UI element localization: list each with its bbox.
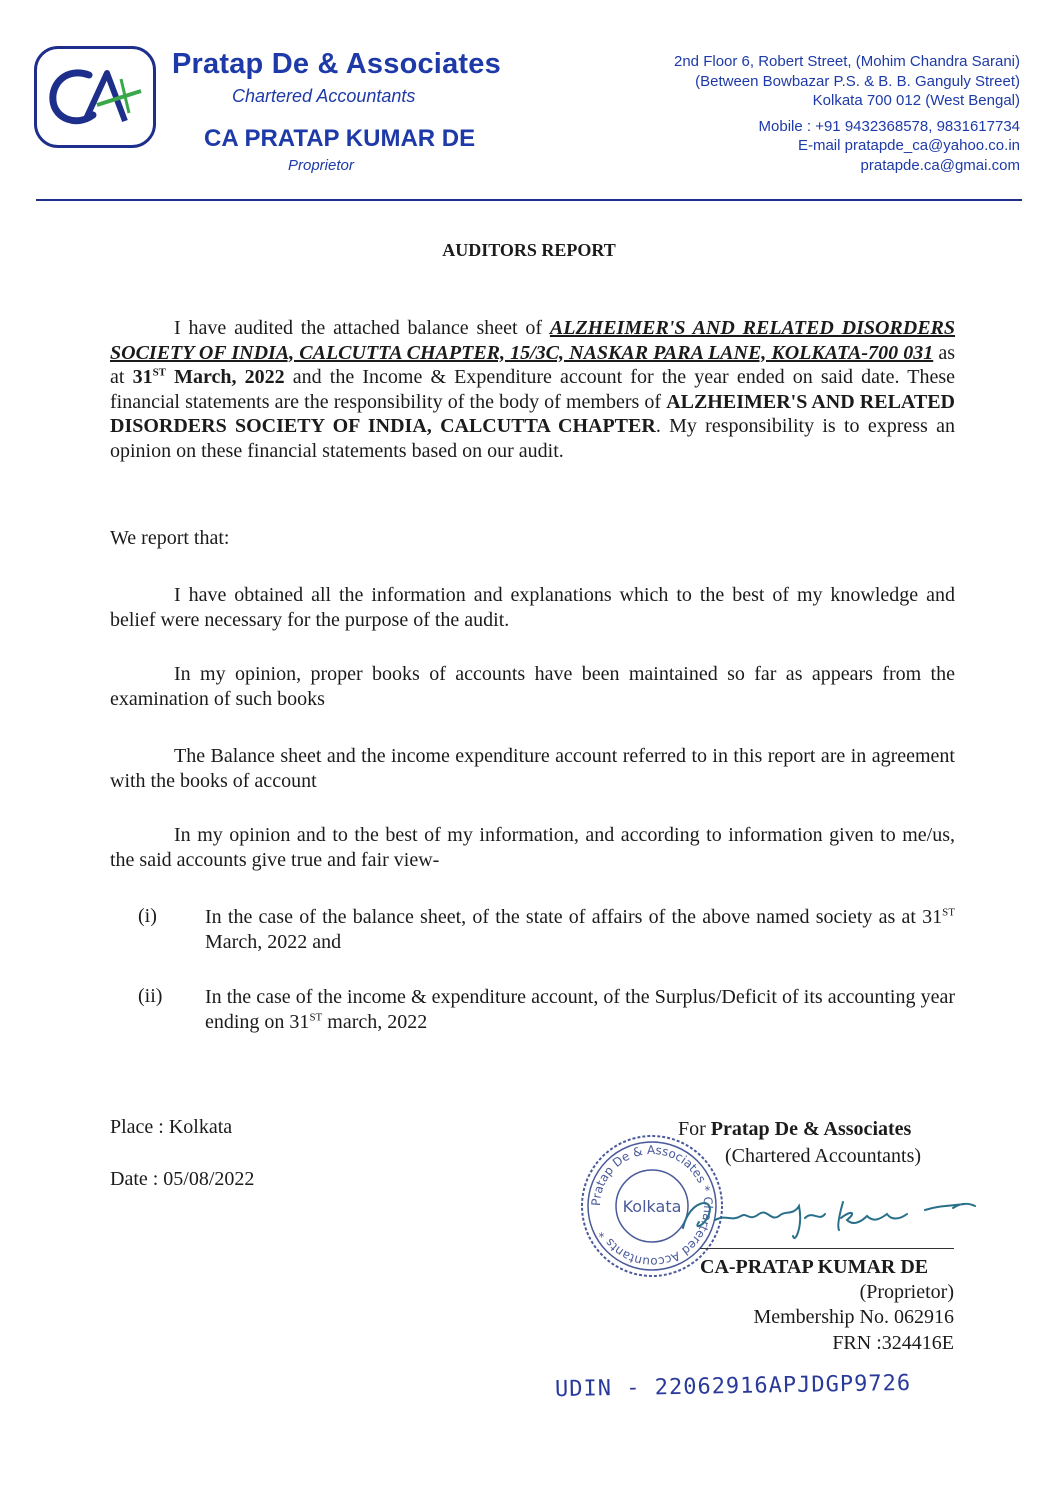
- p1-text: as at: [110, 341, 955, 388]
- firm-subtitle: Chartered Accountants: [232, 86, 416, 106]
- ca-name: CA PRATAP KUMAR DE: [204, 125, 476, 152]
- address-line: 2nd Floor 6, Robert Street, (Mohim Chandra Sarani): [674, 53, 1020, 70]
- membership-number: Membership No. 062916: [753, 1306, 954, 1328]
- society-address: ALZHEIMER'S AND RELATED DISORDERS SOCIETY OF INDIA, CALCUTTA CHAPTER, 15/3C, NASKAR PARA LANE, KOLKATA-700 031: [110, 317, 956, 364]
- item-text: In the case of the income & expenditure account, of the Surplus/Deficit of its accounting year ending on 31: [205, 986, 955, 1033]
- signatory-role: (Proprietor): [859, 1281, 954, 1303]
- udin-handwritten: UDIN - 22062916APJDGP9726: [554, 1370, 912, 1403]
- header-divider: [36, 199, 1022, 201]
- address-line: (Between Bowbazar P.S. & B. B. Ganguly Street): [695, 72, 1020, 90]
- address-line: Mobile : +91 9432368578, 9831617734: [758, 117, 1020, 135]
- handwritten-signature: [675, 1192, 995, 1248]
- signature-line: [700, 1248, 954, 1249]
- item-sup: ST: [309, 1010, 323, 1023]
- address-line: E-mail pratapde_ca@yahoo.co.in: [797, 137, 1020, 154]
- list-item-income-expenditure: [205, 985, 955, 1034]
- firm-logo: [34, 46, 156, 148]
- ca-logo-icon: [37, 49, 153, 145]
- society-name: ALZHEIMER'S AND RELATED DISORDERS SOCIETY OF INDIA, CALCUTTA CHAPTER: [110, 390, 956, 437]
- ca-role: Proprietor: [288, 157, 354, 174]
- we-report: We report that:: [110, 527, 230, 549]
- p5-text: In my opinion and to the best of my information, and according to information given to me/us, the said accounts give true and fair view-: [110, 824, 955, 871]
- date-day: 31: [132, 366, 153, 388]
- place: Place : Kolkata: [110, 1116, 233, 1138]
- chartered-accountants: (Chartered Accountants): [725, 1145, 922, 1167]
- stamp-center-text: Kolkata: [622, 1197, 682, 1216]
- item-text: In the case of the balance sheet, of the state of affairs of the above named society as at 31: [205, 906, 943, 928]
- for-firm: Pratap De & Associates: [710, 1118, 912, 1140]
- item-text: March, 2022 and: [205, 930, 342, 953]
- frn-number: FRN :324416E: [832, 1332, 954, 1354]
- p2-text: I have obtained all the information and explanations which to the best of my knowledge and belief were necessary for the purpose of the audit.: [110, 584, 955, 631]
- item-sup: ST: [942, 906, 955, 919]
- opening-paragraph: [110, 316, 955, 463]
- list-item-balance-sheet: [205, 905, 955, 954]
- paragraph-agreement: [110, 744, 955, 793]
- p1-text: I have audited the attached balance sheet of: [174, 317, 550, 339]
- paragraph-information: [110, 583, 955, 632]
- firm-name: Pratap De & Associates: [172, 48, 501, 80]
- p1-text: and the Income & Expenditure account for the year ended on said date. These financial statements are the responsibility of the body of members of: [110, 366, 955, 413]
- signatory-name: CA-PRATAP KUMAR DE: [700, 1256, 929, 1278]
- report-date: [133, 366, 285, 388]
- for-prefix: For: [678, 1118, 711, 1140]
- paragraph-opinion: [110, 823, 955, 872]
- p1-text: . My responsibility is to express an opinion on these financial statements based on our audit.: [110, 415, 955, 462]
- paragraph-books: [110, 662, 955, 711]
- item-text: march, 2022: [322, 1010, 428, 1033]
- date: Date : 05/08/2022: [110, 1168, 255, 1190]
- address-line: pratapde.ca@gmai.com: [860, 156, 1020, 174]
- date-rest: March, 2022: [166, 366, 285, 388]
- p4-text: The Balance sheet and the income expenditure account referred to in this report are in agreement with the books of account: [110, 745, 955, 792]
- firm-address: [674, 52, 1020, 175]
- date-sup: ST: [152, 366, 167, 379]
- list-number: (i): [138, 905, 157, 927]
- report-title: AUDITORS REPORT: [442, 240, 616, 260]
- stamp-ring-text: Pratap De & Associates * Chartered Accountants *: [588, 1142, 716, 1270]
- address-line: Kolkata 700 012 (West Bengal): [812, 92, 1020, 109]
- list-number: (ii): [138, 985, 163, 1007]
- p3-text: In my opinion, proper books of accounts have been maintained so far as appears from the examination of such books: [110, 663, 955, 710]
